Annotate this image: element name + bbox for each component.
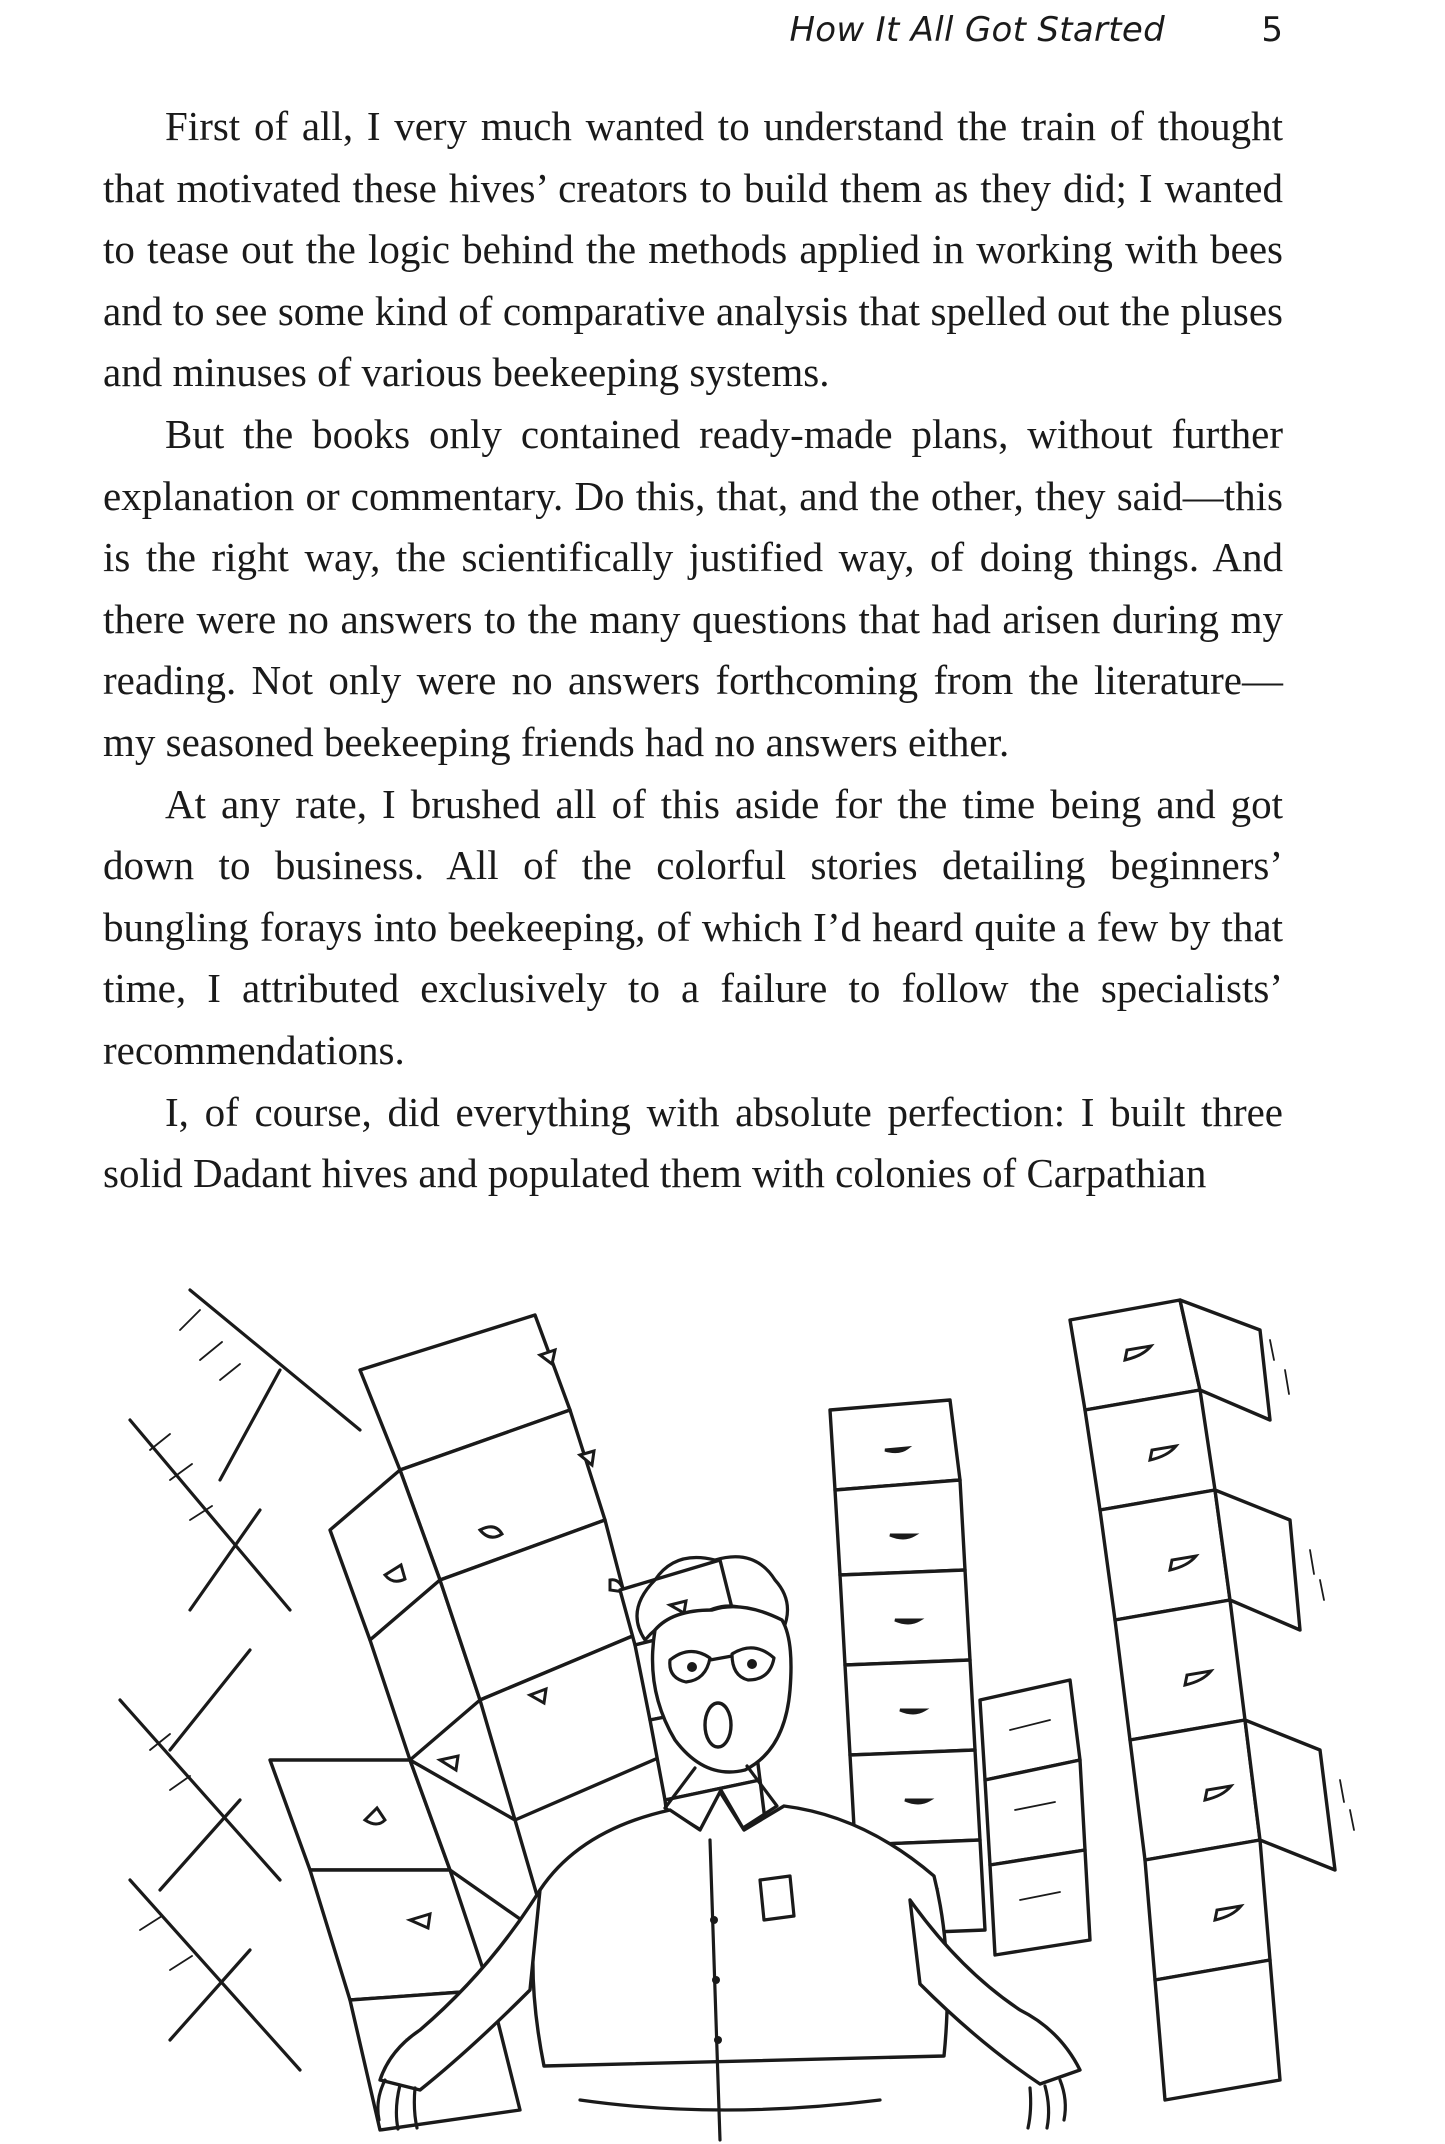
running-head	[0, 10, 1445, 60]
paragraph: At any rate, I brushed all of this aside for the time being and got down to business. All of the colorful stories detailing beginners’ bungling forays into beekeeping, of which I’d heard quite a few by that time, I attributed exclusively to a failure to follow the specialists’ recommendations.	[103, 780, 1283, 1073]
page-number: 5	[1261, 10, 1283, 50]
running-title: How It All Got Started	[789, 10, 1165, 50]
paragraph: First of all, I very much wanted to understand the train of thought that motivated these hives’ creators to build them as they did; I wanted to tease out the logic behind the methods applied in working with bees and to see some kind of comparative analysis that spelled out the pluses and minuses of various beekeeping systems.	[103, 103, 1283, 396]
hive-tower-right	[1070, 1300, 1354, 2100]
paragraph: I, of course, did everything with absolute perfection: I built three solid Dadant hives and populated them with colonies of Carpathian	[103, 1088, 1283, 1197]
hive-tower-center-right	[980, 1680, 1090, 1955]
body-text	[103, 96, 1283, 1205]
illustration-hive-towers	[110, 1280, 1370, 2144]
hive-tower-far-left	[120, 1290, 360, 2070]
paragraph: But the books only contained ready-made plans, without further explanation or commentary. Do this, that, and the other, they said—this is the right way, the scientifically justified way, of doing things. And there were no answers to the many questions that had arisen during my reading. Not only were no answers forthcoming from the literature—my seasoned beekeeping friends had no answers either.	[103, 410, 1283, 765]
